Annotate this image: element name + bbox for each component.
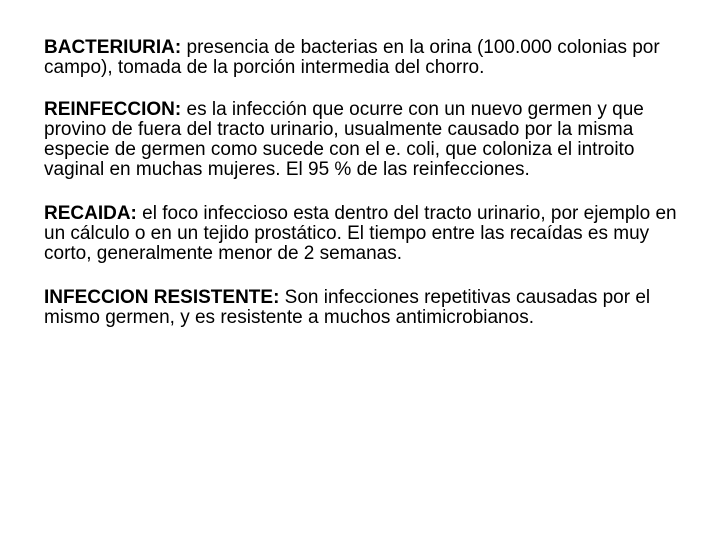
definition-text-bacteriuria: presencia de bacterias en la orina (100.000 colonias por campo), tomada de la porción intermedia del chorro. — [44, 37, 660, 78]
definition-recaida — [44, 204, 684, 264]
definition-text-reinfeccion: es la infección que ocurre con un nuevo germen y que provino de fuera del tracto urinario, usualmente causado por la misma especie de germen como sucede con el e. coli, que coloniza el introito vaginal en muchas mujeres. El 95 % de las reinfecciones. — [44, 99, 644, 180]
term-infeccion-resistente: INFECCION RESISTENTE: — [44, 287, 280, 308]
term-recaida: RECAIDA: — [44, 203, 137, 224]
definition-bacteriuria — [44, 38, 684, 78]
term-bacteriuria: BACTERIURIA: — [44, 37, 182, 58]
definition-text-recaida: el foco infeccioso esta dentro del tracto urinario, por ejemplo en un cálculo o en un tejido prostático. El tiempo entre las recaídas es muy corto, generalmente menor de 2 semanas. — [44, 203, 677, 264]
definitions-list — [44, 38, 684, 350]
definition-text-infeccion-resistente: Son infecciones repetitivas causadas por el mismo germen, y es resistente a muchos antimicrobianos. — [44, 287, 651, 328]
term-reinfeccion: REINFECCION: — [44, 99, 182, 120]
definition-reinfeccion — [44, 100, 684, 180]
definition-infeccion-resistente — [44, 288, 684, 328]
